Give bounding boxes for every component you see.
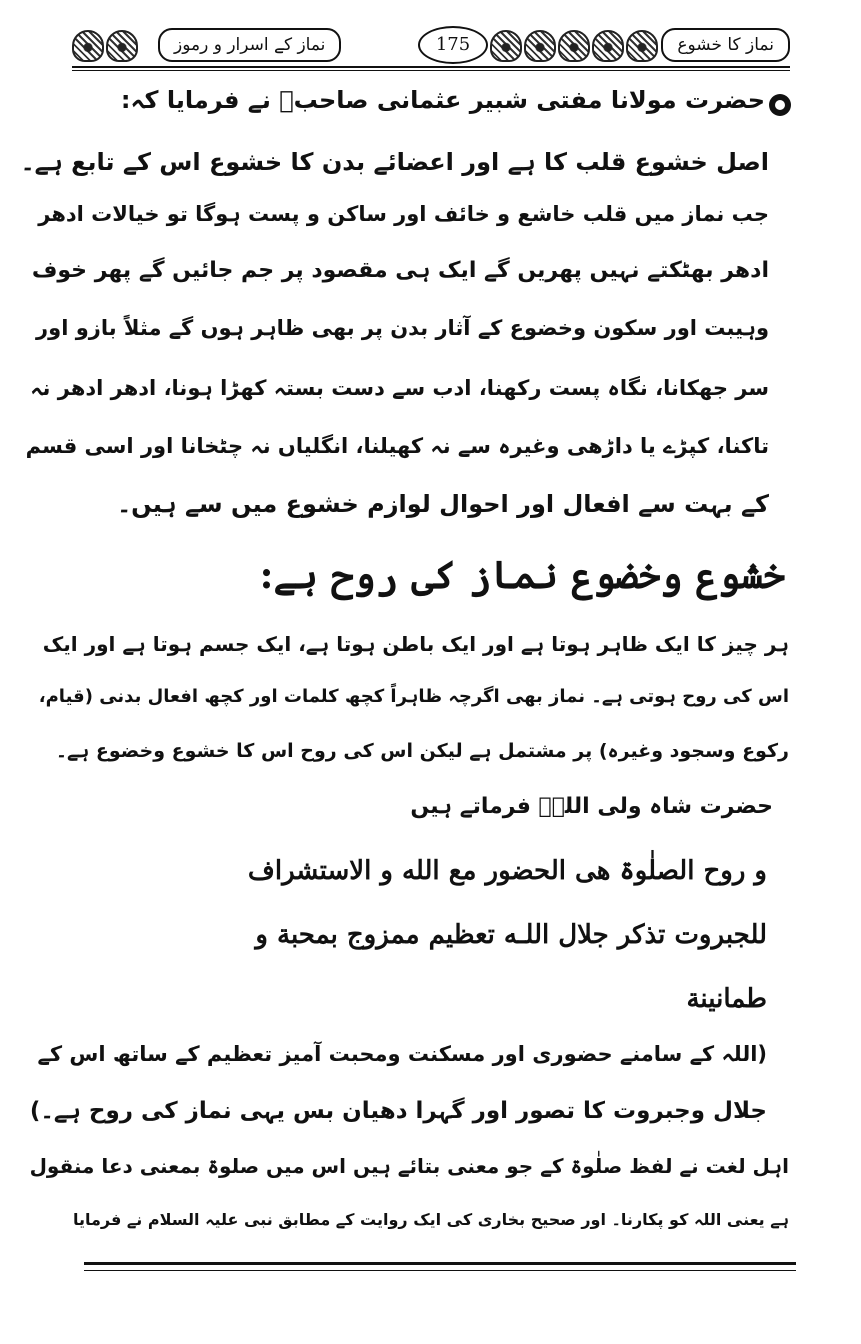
header-chapter-title: نماز کا خشوع xyxy=(661,28,790,62)
header-ornament-left xyxy=(72,30,138,60)
paragraph1-line: جب نماز میں قلب خاشع و خائف اور ساکن و پست ہوگا تو خیالات ادھر xyxy=(38,202,769,226)
arabic-quote-line: للجبروت تذكر جلال اللـه تعظیم ممزوج بمحبة و xyxy=(255,920,767,950)
page-number: 175 xyxy=(418,26,488,64)
paragraph2-line: ہر چیز کا ایک ظاہر ہوتا ہے اور ایک باطن ہوتا ہے، ایک جسم ہوتا ہے اور ایک xyxy=(42,632,789,656)
footer-rule-thin xyxy=(84,1270,796,1271)
header-rule xyxy=(72,66,790,68)
intro-line: حضرت مولانا مفتی شبیر عثمانی صاحبؒ نے فرمایا کہ: xyxy=(120,86,765,114)
paragraph1-line: کے بہت سے افعال اور احوال لوازم خشوع میں سے ہیں۔ xyxy=(117,490,769,518)
bullet-icon xyxy=(769,94,791,116)
page-header xyxy=(72,26,790,72)
quote-attribution: حضرت شاہ ولی اللہؒ فرماتے ہیں xyxy=(410,794,773,819)
footer-rule xyxy=(84,1262,796,1265)
paragraph1-line: سر جھکانا، نگاہ پست رکھنا، ادب سے دست بستہ کھڑا ہونا، ادھر ادھر نہ xyxy=(30,376,769,400)
arabic-quote-line: طمانینة xyxy=(686,984,767,1014)
header-book-title: نماز کے اسرار و رموز xyxy=(158,28,341,62)
paragraph1-line: ادھر بھٹکتے نہیں پھریں گے ایک ہی مقصود پر جم جائیں گے پھر خوف xyxy=(31,258,769,283)
paragraph2-line: اس کی روح ہوتی ہے۔ نماز بھی اگرچہ ظاہراً کچھ کلمات اور کچھ افعال بدنی (قیام، xyxy=(38,686,789,707)
paragraph3-line: ہے یعنی اللہ کو پکارنا۔ اور صحیح بخاری کی ایک روایت کے مطابق نبی علیہ السلام نے فرمایا xyxy=(72,1210,789,1229)
paragraph1-line: وہیبت اور سکون وخضوع کے آثار بدن پر بھی ظاہر ہوں گے مثلاً بازو اور xyxy=(36,316,769,340)
section-heading: خشوع وخضوع نماز کی روح ہے: xyxy=(259,552,785,597)
header-ornament-middle xyxy=(490,30,658,60)
translation-line: (اللہ کے سامنے حضوری اور مسکنت ومحبت آمیز تعظیم کے ساتھ اس کے xyxy=(37,1042,767,1066)
paragraph3-line: اہل لغت نے لفظ صلٰوۃ کے جو معنی بتائے ہیں اس میں صلوۃ بمعنی دعا منقول xyxy=(29,1154,789,1178)
header-rule-thin xyxy=(72,70,790,71)
paragraph2-line: رکوع وسجود وغیرہ) پر مشتمل ہے لیکن اس کی روح اس کا خشوع وخضوع ہے۔ xyxy=(55,740,789,762)
arabic-quote-line: و روح الصلٰوۃ هی الحضور مع الله و الاستشراف xyxy=(247,856,767,886)
paragraph1-line: اصل خشوع قلب کا ہے اور اعضائے بدن کا خشوع اس کے تابع ہے۔ xyxy=(20,148,769,176)
translation-line: جلال وجبروت کا تصور اور گہرا دھیان بس یہی نماز کی روح ہے۔) xyxy=(29,1098,767,1124)
paragraph1-line: تاکنا، کپڑے یا داڑھی وغیرہ سے نہ کھیلنا، انگلیاں نہ چٹخانا اور اسی قسم xyxy=(25,434,769,458)
